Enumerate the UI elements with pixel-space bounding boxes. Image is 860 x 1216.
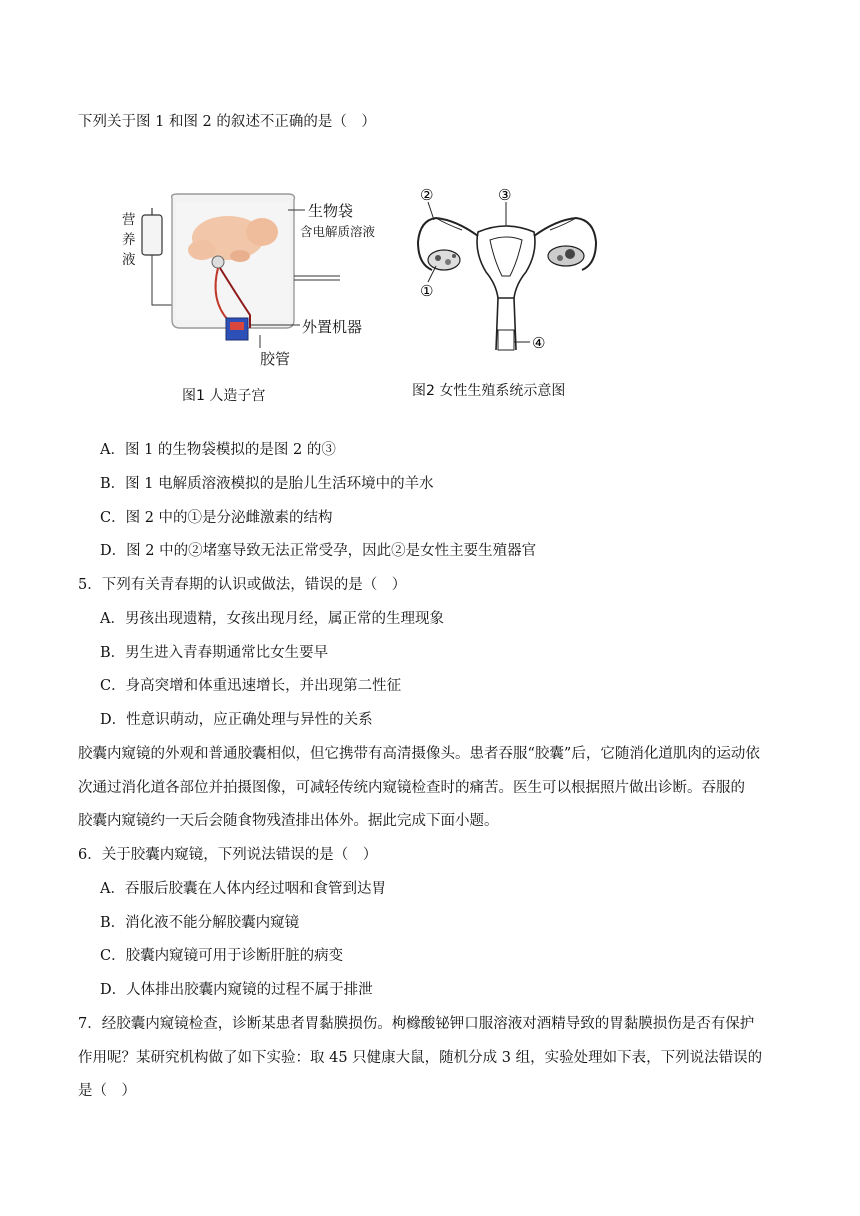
marker-2: ②: [420, 186, 434, 204]
marker-3: ③: [498, 186, 512, 204]
nutrient-label-3: 液: [122, 252, 136, 268]
q7-stem-line-3: 是（ ）: [78, 1083, 136, 1099]
q5-option-a: A．男孩出现遗精，女孩出现月经，属正常的生理现象: [100, 611, 444, 627]
q6-option-b: B．消化液不能分解胶囊内窥镜: [100, 915, 300, 931]
figure-area: [100, 180, 620, 405]
figure2-caption: 图2 女性生殖系统示意图: [412, 383, 566, 399]
q6-option-d: D．人体排出胶囊内窥镜的过程不属于排泄: [100, 982, 373, 998]
q6-stem: 6．关于胶囊内窥镜，下列说法错误的是（ ）: [78, 847, 378, 863]
q4-option-a: A．图 1 的生物袋模拟的是图 2 的③: [100, 442, 336, 458]
nutrient-label-2: 养: [122, 232, 136, 248]
marker-4: ④: [532, 334, 546, 352]
q4-option-b: B．图 1 电解质溶液模拟的是胎儿生活环境中的羊水: [100, 476, 434, 492]
passage-line-1: 胶囊内窥镜的外观和普通胶囊相似，但它携带有高清摄像头。患者吞服“胶囊”后，它随消化道肌肉的运动依: [78, 746, 760, 762]
machine-label: 外置机器: [302, 318, 363, 336]
passage-line-3: 胶囊内窥镜约一天后会随食物残渣排出体外。据此完成下面小题。: [78, 813, 499, 829]
q4-option-d: D．图 2 中的②堵塞导致无法正常受孕，因此②是女性主要生殖器官: [100, 543, 537, 559]
q5-option-d: D．性意识萌动，应正确处理与异性的关系: [100, 712, 373, 728]
tube-label: 胶管: [260, 350, 291, 368]
q7-stem-line-1: 7．经胶囊内窥镜检查，诊断某患者胃黏膜损伤。枸橼酸铋钾口服溶液对酒精导致的胃黏膜损伤是否有保护: [78, 1016, 755, 1032]
marker-1: ①: [420, 282, 434, 300]
passage-line-2: 次通过消化道各部位并拍摄图像，可减轻传统内窥镜检查时的痛苦。医生可以根据照片做出诊断。吞服的: [78, 780, 745, 796]
q7-stem-line-2: 作用呢？某研究机构做了如下实验：取 45 只健康大鼠，随机分成 3 组，实验处理如下表，下列说法错误的: [78, 1050, 763, 1066]
bag-label: 生物袋: [308, 202, 354, 220]
q4-option-c: C．图 2 中的①是分泌雌激素的结构: [100, 510, 333, 526]
q5-stem: 5．下列有关青春期的认识或做法，错误的是（ ）: [78, 577, 407, 593]
q6-option-a: A．吞服后胶囊在人体内经过咽和食管到达胃: [100, 881, 386, 897]
q5-option-c: C．身高突增和体重迅速增长，并出现第二性征: [100, 678, 402, 694]
figure1-caption: 图1 人造子宫: [182, 388, 266, 404]
artificial-womb-illustration: [100, 180, 400, 380]
female-reproductive-diagram: [406, 180, 606, 360]
q5-option-b: B．男生进入青春期通常比女生要早: [100, 645, 329, 661]
nutrient-label-1: 营: [122, 212, 136, 228]
q6-option-c: C．胶囊内窥镜可用于诊断肝脏的病变: [100, 948, 344, 964]
question-4-stem: 下列关于图 1 和图 2 的叙述不正确的是（ ）: [78, 114, 376, 130]
solution-label: 含电解质溶液: [300, 224, 376, 239]
